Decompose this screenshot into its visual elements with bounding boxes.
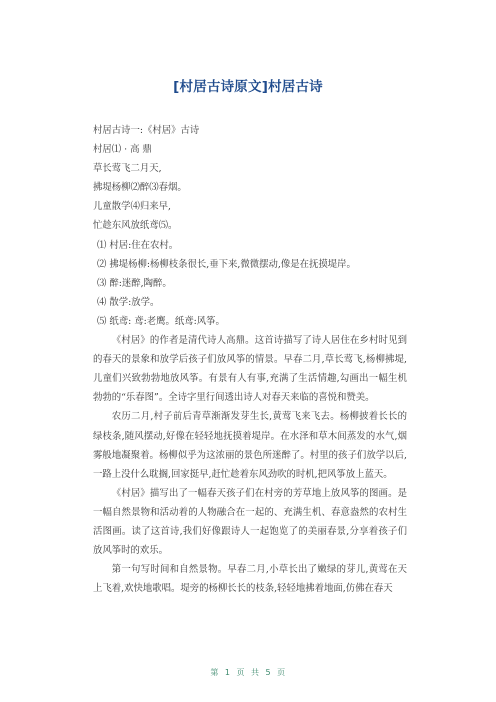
poem-line-2: 拂堤杨柳⑵醉⑶春烟。 [93, 182, 187, 194]
poem-heading: 村居古诗一:《村居》古诗 [93, 125, 200, 136]
annotation-1: ⑴ 村居:住在农村。 [97, 239, 179, 251]
poem-line-1: 草长莺飞二月天, [93, 163, 162, 175]
annotation-4: ⑷ 散学:放学。 [97, 296, 160, 308]
footer-total-label: 共 [251, 668, 260, 677]
poem-line-4: 忙趁东风放纸鸢⑸。 [93, 220, 178, 232]
paragraph-analysis: 第一句写时间和自然景物。早春二月,小草长出了嫩绿的芽儿,黄莺在天上飞着,欢快地歌唱。堤旁的杨柳长长的枝条,轻轻地拂着地面,仿佛在春天 [93, 564, 407, 595]
footer-page-label: 第 [210, 668, 219, 677]
paragraph-intro: 《村居》的作者是清代诗人高鼎。这首诗描写了诗人居住在乡村时见到的春天的景象和放学后孩子们放风筝的情景。早春二月,草长莺飞,杨柳拂堤,儿童们兴致勃勃地放风筝。有景有人有事,充满了生活情趣,勾画出一幅生机勃勃的“乐春图”。全诗字里行间透出诗人对春天来临的喜悦和赞美。 [93, 335, 407, 404]
poem-line-3: 儿童散学⑷归来早, [93, 201, 171, 213]
page-footer [0, 667, 496, 678]
paragraph-translation: 农历二月,村子前后青草渐渐发芽生长,黄莺飞来飞去。杨柳披着长长的绿枝条,随风摆动,好像在轻轻地抚摸着堤岸。在水泽和草木间蒸发的水气,烟雾般地凝聚着。杨柳似乎为这浓丽的景色所迷醉了。村里的孩子们放学以后,一路上没什么耽搁,回家挺早,赶忙趁着东风劲吹的时机,把风筝放上蓝天。 [93, 411, 407, 480]
annotation-3: ⑶ 醉:迷醉,陶醉。 [97, 277, 172, 289]
footer-total-pages: 5 [265, 668, 272, 677]
footer-of-label: 页 [236, 668, 245, 677]
footer-page-number: 1 [224, 668, 231, 677]
document-title: [村居古诗原文]村居古诗 [173, 79, 323, 95]
footer-end-label: 页 [277, 668, 286, 677]
annotation-5: ⑸ 纸鸢: 鸢:老鹰。纸鸢:风筝。 [97, 315, 225, 327]
document-body [93, 121, 407, 598]
paragraph-appreciation: 《村居》描写出了一幅春天孩子们在村旁的芳草地上放风筝的图画。是一幅自然景物和活动着的人物融合在一起的、充满生机、春意盎然的农村生活图画。读了这首诗,我们好像跟诗人一起饱览了的美丽春景,分享着孩子们放风筝时的欢乐。 [93, 487, 407, 557]
annotation-2: ⑵ 拂堤杨柳:杨柳枝条很长,垂下来,微微摆动,像是在抚摸堤岸。 [97, 258, 356, 270]
poem-title-author: 村居⑴ · 高 鼎 [93, 144, 152, 156]
